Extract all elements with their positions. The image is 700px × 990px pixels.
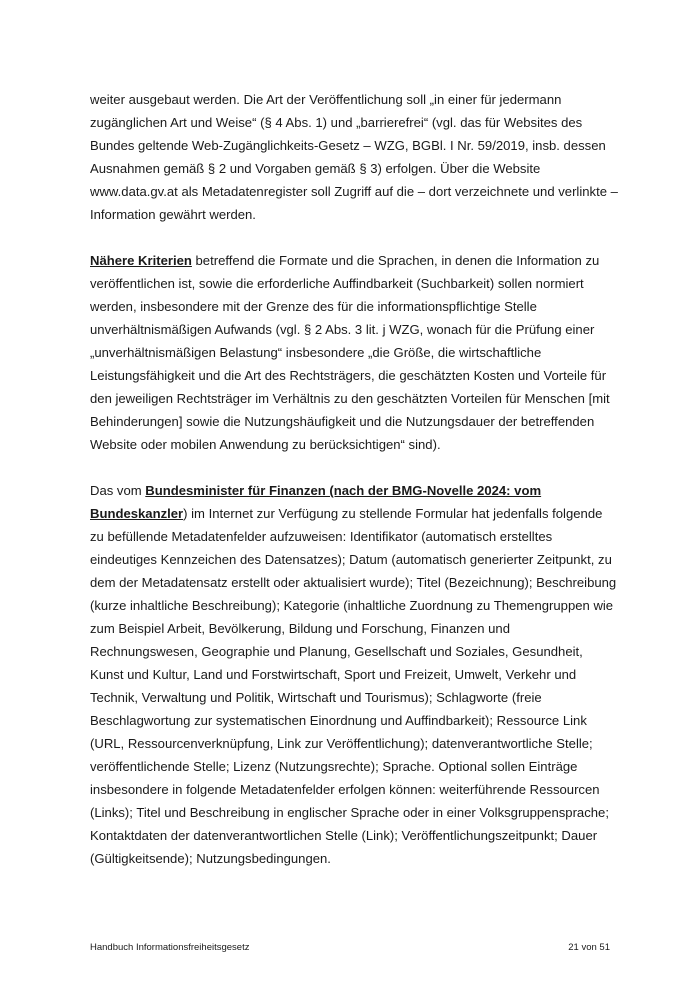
paragraph-2 [90,249,618,456]
paragraph-1-text: weiter ausgebaut werden. Die Art der Veröffentlichung soll „in einer für jedermann zugänglichen Art und Weise“ (§ 4 Abs. 1) und „barrierefrei“ (vgl. das für Websites des Bundes geltende Web-Zugänglichkeits-Gesetz – WZG, BGBl. I Nr. 59/2019, insb. dessen Ausnahmen gemäß § 2 und Vorgaben gemäß § 3) erfolgen. Über die Website www.data.gv.at als Metadatenregister soll Zugriff auf die – dort verzeichnete und verlinkte – Information gewährt werden. [90,92,618,222]
paragraph-2-text: betreffend die Formate und die Sprachen, in denen die Information zu veröffentlichen ist, sowie die erforderliche Auffindbarkeit (Suchbarkeit) sollen normiert werden, insbesondere mit der Grenze des für die informationspflichtige Stelle unverhältnismäßigen Aufwands (vgl. § 2 Abs. 3 lit. j WZG, wonach für die Prüfung einer „unverhältnismäßigen Belastung“ insbesondere „die Größe, die wirtschaftliche Leistungsfähigkeit und die Art des Rechtsträgers, die geschätzten Kosten und Vorteile für den jeweiligen Rechtsträger im Verhältnis zu den geschätzten Vorteilen für Menschen [mit Behinderungen] sowie die Nutzungshäufigkeit und die Nutzungsdauer der betreffenden Website oder mobilen Anwendung zu berücksichtigen“ sind). [90,253,610,452]
page-footer [90,942,610,953]
paragraph-3-text: ) im Internet zur Verfügung zu stellende Formular hat jedenfalls folgende zu befüllende Metadatenfelder aufzuweisen: Identifikator (automatisch erstelltes eindeutiges Kennzeichen des Datensatzes); Datum (automatisch generierter Zeitpunkt, zu dem der Metadatensatz erstellt oder aktualisiert wurde); Titel (Bezeichnung); Beschreibung (kurze inhaltliche Beschreibung); Kategorie (inhaltliche Zuordnung zu Themengruppen wie zum Beispiel Arbeit, Bevölkerung, Bildung und Forschung, Finanzen und Rechnungswesen, Geographie und Planung, Gesellschaft und Soziales, Gesundheit, Kunst und Kultur, Land und Forstwirtschaft, Sport und Freizeit, Umwelt, Verkehr und Technik, Verwaltung und Politik, Wirtschaft und Tourismus); Schlagworte (freie Beschlagwortung zur systematischen Einordnung und Auffindbarkeit); Ressource Link (URL, Ressourcenverknüpfung, Link zur Veröffentlichung); datenverantwortliche Stelle; veröffentlichende Stelle; Lizenz (Nutzungsrechte); Sprache. Optional sollen Einträge insbesondere in folgende Metadatenfelder erfolgen können: weiterführende Ressourcen (Links); Titel und Beschreibung in englischer Sprache oder in einer Volksgruppensprache; Kontaktdaten der datenverantwortlichen Stelle (Link); Veröffentlichungszeitpunkt; Dauer (Gültigkeitsende); Nutzungsbedingungen. [90,506,617,866]
paragraph-3-heading: Bundesminister für Finanzen (nach der BMG-Novelle 2024: vom Bundeskanzler [90,483,542,521]
page-number: 21 von 51 [568,942,610,953]
paragraph-3 [90,479,618,870]
body-text [90,88,618,870]
paragraph-2-heading: Nähere Kriterien [90,253,192,268]
paragraph-1 [90,88,618,226]
footer-title: Handbuch Informationsfreiheitsgesetz [90,942,250,953]
paragraph-3-prefix: Das vom [90,483,146,498]
